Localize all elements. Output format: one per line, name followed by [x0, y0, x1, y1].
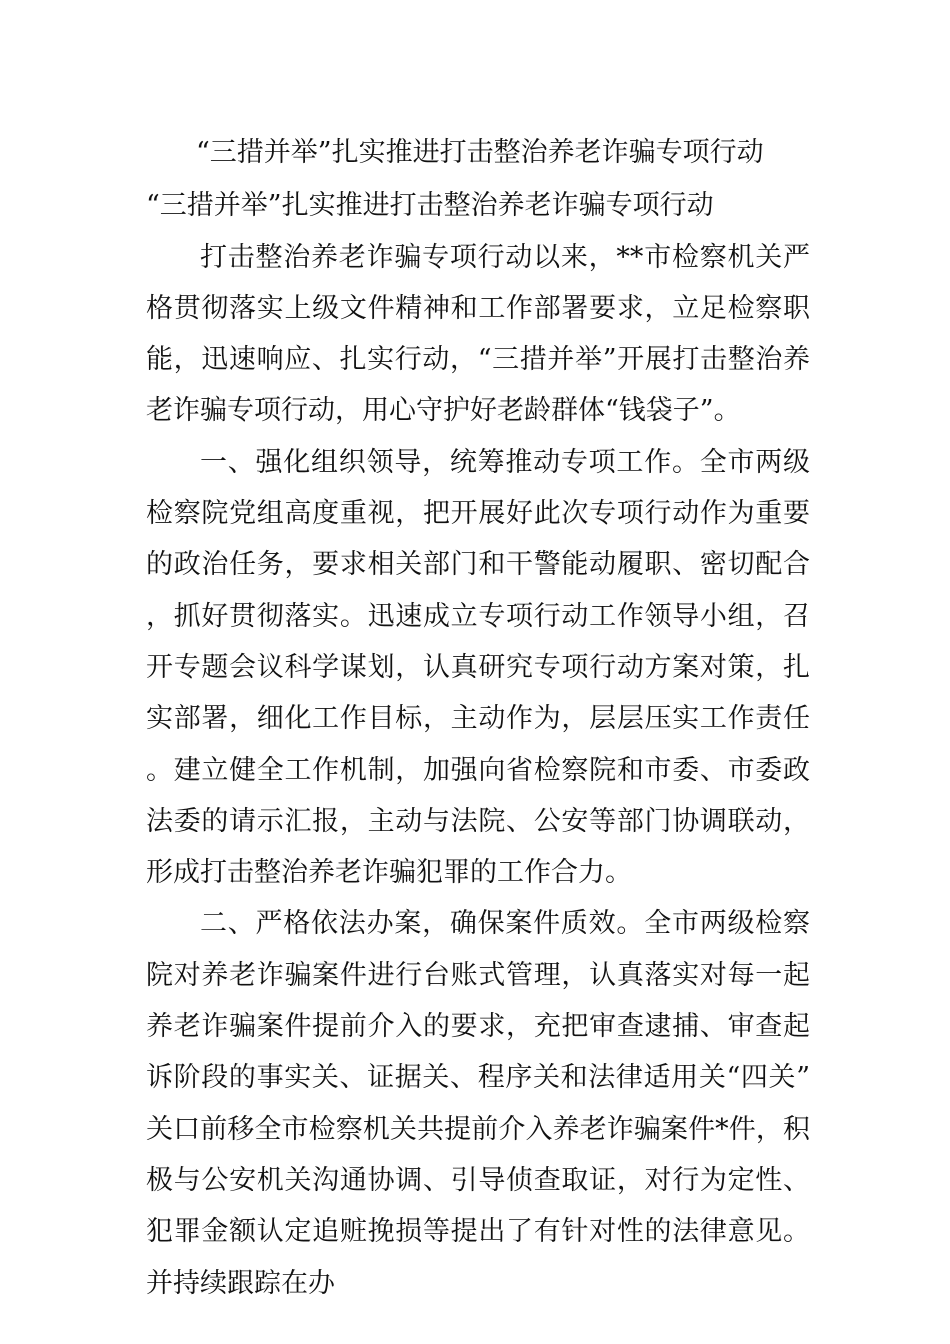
- paragraph-case-handling: 二、严格依法办案，确保案件质效。全市两级检察院对养老诈骗案件进行台账式管理，认真落实对每一起养老诈骗案件提前介入的要求，充把审查逮捕、审查起诉阶段的事实关、证据关、程序关和法律适用关“四关”关口前移全市检察机关共提前介入养老诈骗案件*件，积极与公安机关沟通协调、引导侦查取证，对行为定性、犯罪金额认定追赃挽损等提出了有针对性的法律意见。并持续跟踪在办: [146, 908, 810, 1299]
- paragraph-intro: 打击整治养老诈骗专项行动以来，**市检察机关严格贯彻落实上级文件精神和工作部署要求，立足检察职能，迅速响应、扎实行动，“三措并举”开展打击整治养老诈骗专项行动，用心守护好老龄群体“钱袋子”。: [146, 241, 810, 427]
- document-subtitle: “三措并举”扎实推进打击整治养老诈骗专项行动: [146, 190, 714, 222]
- document-body: [146, 127, 810, 1309]
- paragraph-organization: 一、强化组织领导，统筹推动专项工作。全市两级检察院党组高度重视，把开展好此次专项行动作为重要的政治任务，要求相关部门和干警能动履职、密切配合，抓好贯彻落实。迅速成立专项行动工作领导小组，召开专题会议科学谋划，认真研究专项行动方案对策，扎实部署，细化工作目标，主动作为，层层压实工作责任。建立健全工作机制，加强向省检察院和市委、市委政法委的请示汇报，主动与法院、公安等部门协调联动，形成打击整治养老诈骗犯罪的工作合力。: [146, 446, 810, 889]
- document-title: “三措并举”扎实推进打击整治养老诈骗专项行动: [196, 137, 764, 168]
